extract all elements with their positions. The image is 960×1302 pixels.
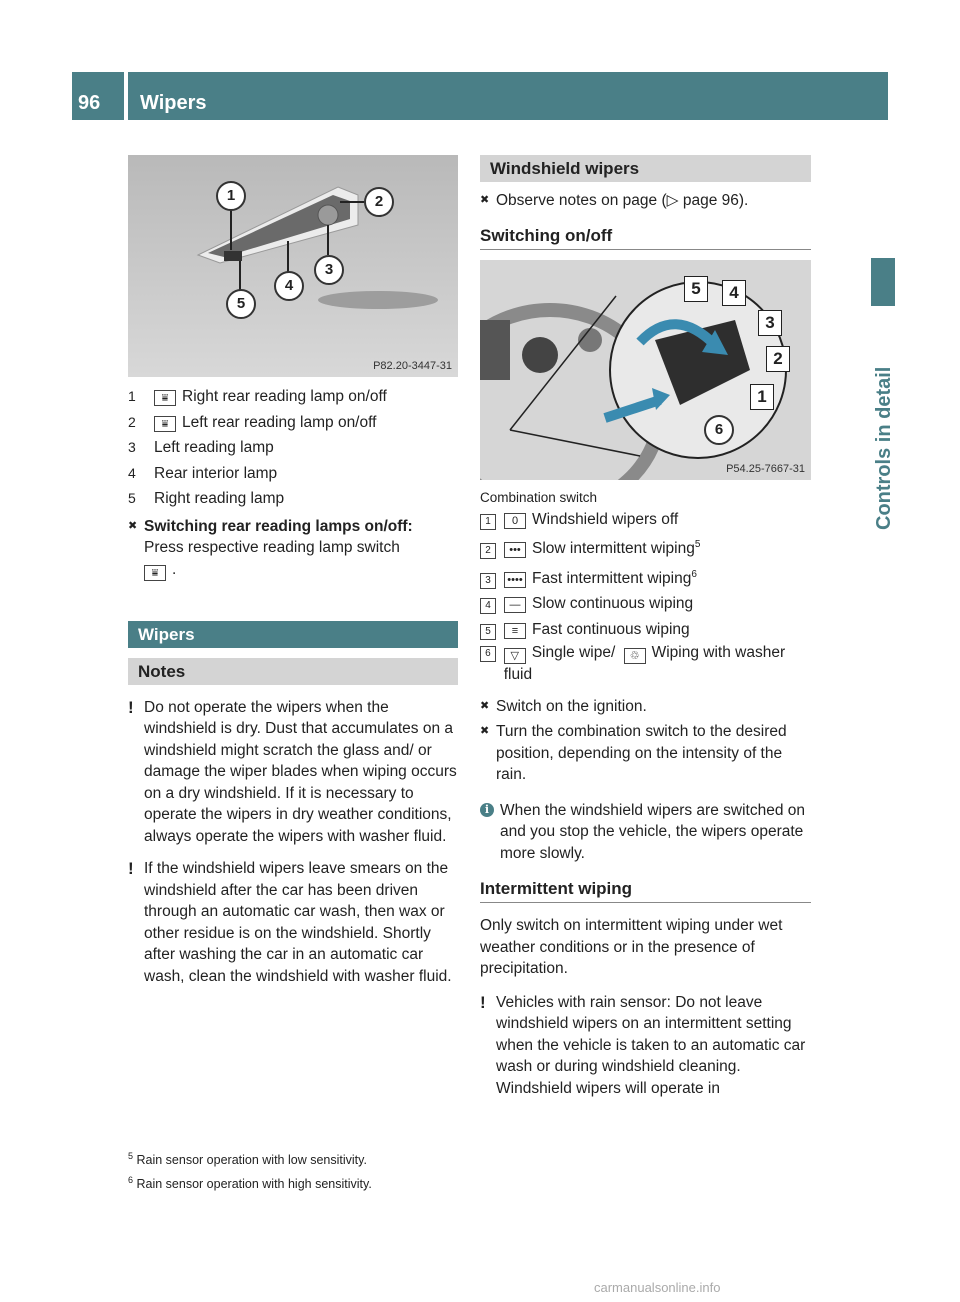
bullet-arrow-icon: ✖ [128,519,138,532]
footnotes [128,1146,528,1194]
legend-number: 1 [480,514,496,530]
bullet-arrow-icon: ✖ [480,194,490,206]
callout-6: 6 [704,415,734,445]
legend-item [480,591,811,617]
position-label-4: 4 [722,280,746,306]
legend-text: Rear interior lamp [154,464,278,482]
subheading-switching: Switching on/off [480,225,811,250]
footnote [128,1146,528,1170]
position-label-3: 3 [758,310,782,336]
legend-item [480,642,811,686]
instruction-bullet [480,721,811,786]
combination-switch-photo [480,260,811,480]
side-tab-label: Controls in detail [873,366,895,530]
footnote-number: 6 [128,1175,134,1186]
legend-text: Left reading lamp [154,439,274,456]
lamp-icon: ⩸ [144,565,166,581]
footnote-ref: 6 [691,568,697,580]
page-number: 96 [78,92,101,114]
info-note [480,800,811,865]
warning-note [128,697,458,848]
legend-text: Slow intermittent wiping [532,540,695,558]
warning-icon: ! [128,859,134,878]
lamp-icon: ⩸ [154,390,176,406]
warning-icon: ! [128,697,134,717]
warning-note [128,858,458,987]
lamp-icon: ⩸ [154,416,176,432]
legend-item [128,461,458,487]
position-label-5: 5 [684,276,708,302]
lamp-legend [128,384,458,512]
wiper-symbol: 0 [504,513,526,529]
wiper-symbol: — [504,597,526,613]
instruction-bullet [480,696,811,718]
legend-number: 3 [128,439,136,455]
observe-text: Observe notes on page (▷ page 96). [496,192,749,209]
photo-code: P54.25-7667-31 [726,462,805,475]
legend-number: 4 [480,598,496,614]
legend-item [480,507,811,533]
reading-lamp-photo [128,155,458,377]
legend-number: 2 [128,413,136,430]
single-wipe-icon: ▽ [504,648,526,664]
legend-item [480,532,811,562]
footnote-ref: 5 [694,539,701,550]
paragraph: Only switch on intermittent wiping under wet weather conditions or in the presence of precipitation. [480,917,783,978]
legend-text: Left rear reading lamp on/off [182,413,377,431]
instruction-text: Switch on the ignition. [496,697,647,715]
position-label-1: 1 [750,384,774,410]
legend-text: Slow continuous wiping [532,595,694,613]
legend-number: 4 [128,464,136,481]
bullet-arrow-icon: ✖ [480,725,490,738]
warning-note [480,992,811,1100]
info-text: When the windshield wipers are switched on and you stop the vehicle, the wipers operate more slowly. [500,801,805,862]
warning-icon: ! [480,992,486,1012]
bullet-arrow-icon: ✖ [480,699,490,712]
legend-text: Fast continuous wiping [532,620,690,638]
wiper-legend [480,507,811,686]
section-bar-wipers: Wipers [128,621,458,648]
callout-2: 2 [364,187,394,217]
instruction-text: Press respective reading lamp switch [144,539,400,556]
figure-caption: Combination switch [480,489,598,505]
footnote [128,1170,528,1194]
info-icon: i [480,803,494,817]
legend-number: 3 [480,573,496,589]
legend-item [128,410,458,436]
section-bar-windshield-wipers: Windshield wipers [480,155,811,182]
photo-code: P82.20-3447-31 [373,360,452,372]
legend-item [480,562,811,592]
legend-number: 5 [480,624,496,640]
side-tab-marker [871,258,895,306]
legend-text: Right reading lamp [154,490,285,507]
wiper-symbol: ≡ [504,623,526,639]
legend-number: 2 [480,543,496,559]
callout-4: 4 [274,271,304,301]
legend-number: 1 [128,388,136,404]
position-label-2: 2 [766,346,790,372]
footnote-text: Rain sensor operation with high sensitivity. [136,1177,372,1192]
instruction-bullet [480,190,811,212]
instruction-title: Switching rear reading lamps on/off: [144,517,413,535]
legend-item [480,617,811,643]
legend-number: 6 [480,646,496,662]
legend-item [128,384,458,410]
legend-item [128,435,458,461]
legend-text: Windshield wipers off [532,510,679,528]
reading-lamp-illustration [128,155,458,377]
notes-bar: Notes [128,658,458,685]
instruction-bullet: ✖ Switching rear reading lamps on/off: Press respective reading lamp switch ⩸ . [128,517,413,579]
legend-item [128,486,458,512]
watermark: carmanualsonline.info [594,1280,721,1295]
wiper-symbol: ••• [504,542,526,558]
legend-text: Wiping with washer fluid [503,644,786,684]
callout-1: 1 [216,181,246,211]
warning-text: Do not operate the wipers when the windshield is dry. Dust that accumulates on a windshield might scratch the glass and/ or damage the wiper blades when wiping occurs on a dry windshield. If it is necessary to operate the wipers in dry weather conditions, always operate the wipers with washer fluid. [144,698,457,845]
wiper-symbol: •••• [504,572,526,588]
callout-3: 3 [314,255,344,285]
legend-text: Right rear reading lamp on/off [182,388,387,405]
side-tab-label-box [859,316,907,536]
legend-number: 5 [128,490,136,506]
legend-text: Fast intermittent wiping [532,569,692,587]
left-column [128,155,458,987]
legend-text: Single wipe/ [531,644,616,662]
warning-text: If the windshield wipers leave smears on the windshield after the car has been driven through an automatic car wash, then wax or other residue is on the windshield. Shortly after washing the car in an automatic car wash, clean the windshield with washer fluid. [144,860,452,985]
page-title: Wipers [140,92,207,114]
header-divider [124,72,128,120]
warning-text: Vehicles with rain sensor: Do not leave windshield wipers on an intermittent setting when the vehicle is taken to an automatic car wash or during windshield cleaning. Windshield wipers will operate in [496,993,806,1097]
footnote-number: 5 [128,1151,134,1161]
footnote-text: Rain sensor operation with low sensitivity. [136,1153,367,1168]
right-column [480,155,811,1099]
washer-wipe-icon: ♲ [624,648,646,664]
subheading-intermittent: Intermittent wiping [480,878,811,903]
instruction-text: Turn the combination switch to the desired position, depending on the intensity of the rain. [496,723,787,784]
callout-5: 5 [226,289,256,319]
combination-switch-illustration [480,260,811,480]
